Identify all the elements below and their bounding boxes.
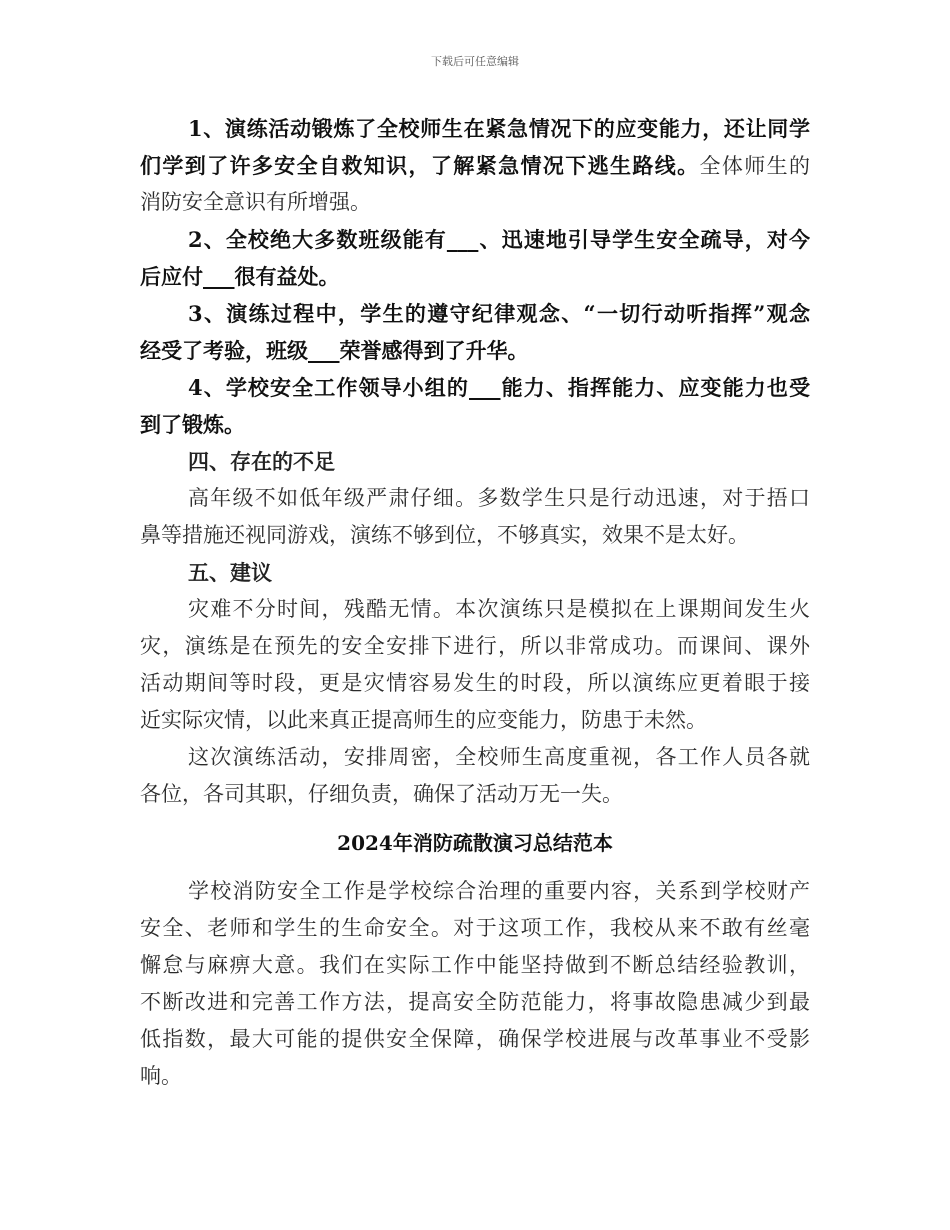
suggestions-section: [140, 554, 810, 813]
suggestions-p2-line2: 各位，各司其职，仔细负责，确保了活动万无一失。: [140, 781, 623, 806]
point1-line3: 消防安全意识有所增强。: [140, 189, 371, 214]
point4-line1: 4、学校安全工作领导小组的___能力、指挥能力、应变能力也受: [188, 374, 810, 400]
header-note: 下载后可任意编辑: [431, 55, 519, 68]
point2-line2: 后应付___很有益处。: [140, 263, 340, 289]
shortcomings-line1: 高年级不如低年级严肃仔细。多数学生只是行动迅速，对于捂口: [188, 485, 810, 510]
next-doc-line3: 懈怠与麻痹大意。我们在实际工作中能坚持做到不断总结经验教训，: [140, 952, 810, 977]
point1-line2-normal: 全体师生的: [699, 153, 810, 178]
next-doc-line6: 响。: [140, 1063, 182, 1088]
next-doc-line4: 不断改进和完善工作方法，提高安全防范能力，将事故隐患减少到最: [140, 989, 810, 1014]
point4-line2: 到了锻炼。: [140, 411, 245, 437]
next-doc-line1: 学校消防安全工作是学校综合治理的重要内容，关系到学校财产: [188, 878, 810, 903]
suggestions-p1-line2: 灾，演练是在预先的安全安排下进行，所以非常成功。而课间、课外: [140, 633, 810, 658]
document-body: [140, 110, 810, 1095]
summary-point-2: [140, 221, 810, 295]
point3-line2: 经受了考验，班级___荣誉感得到了升华。: [140, 337, 529, 363]
summary-point-4: [140, 369, 810, 443]
point1-line2: [140, 147, 810, 184]
point1-line1: 1、演练活动锻炼了全校师生在紧急情况下的应变能力，还让同学: [188, 115, 810, 141]
suggestions-p1-line3: 活动期间等时段，更是灾情容易发生的时段，所以演练应更着眼于接: [140, 670, 810, 695]
summary-point-3: [140, 295, 810, 369]
shortcomings-line2: 鼻等措施还视同游戏，演练不够到位，不够真实，效果不是太好。: [140, 522, 749, 547]
suggestions-heading: 五、建议: [188, 559, 272, 585]
point3-line1: 3、演练过程中，学生的遵守纪律观念、“一切行动听指挥”观念: [188, 300, 810, 326]
next-document: [140, 825, 810, 1095]
suggestions-p2-line1: 这次演练活动，安排周密，全校师生高度重视，各工作人员各就: [188, 744, 810, 769]
shortcomings-heading: 四、存在的不足: [188, 448, 335, 474]
suggestions-p1-line4: 近实际灾情，以此来真正提高师生的应变能力，防患于未然。: [140, 707, 707, 732]
shortcomings-section: [140, 443, 810, 554]
point2-line1: 2、全校绝大多数班级能有___、迅速地引导学生安全疏导，对今: [188, 226, 810, 252]
point1-line2-bold: 们学到了许多安全自救知识，了解紧急情况下逃生路线。: [140, 152, 700, 178]
suggestions-p1-line1: 灾难不分时间，残酷无情。本次演练只是模拟在上课期间发生火: [188, 596, 810, 621]
summary-point-1: [140, 110, 810, 221]
next-doc-line5: 低指数，最大可能的提供安全保障，确保学校进展与改革事业不受影: [140, 1026, 810, 1051]
document-title: 2024年消防疏散演习总结范本: [337, 830, 613, 855]
next-doc-line2: 安全、老师和学生的生命安全。对于这项工作，我校从来不敢有丝毫: [140, 915, 810, 940]
